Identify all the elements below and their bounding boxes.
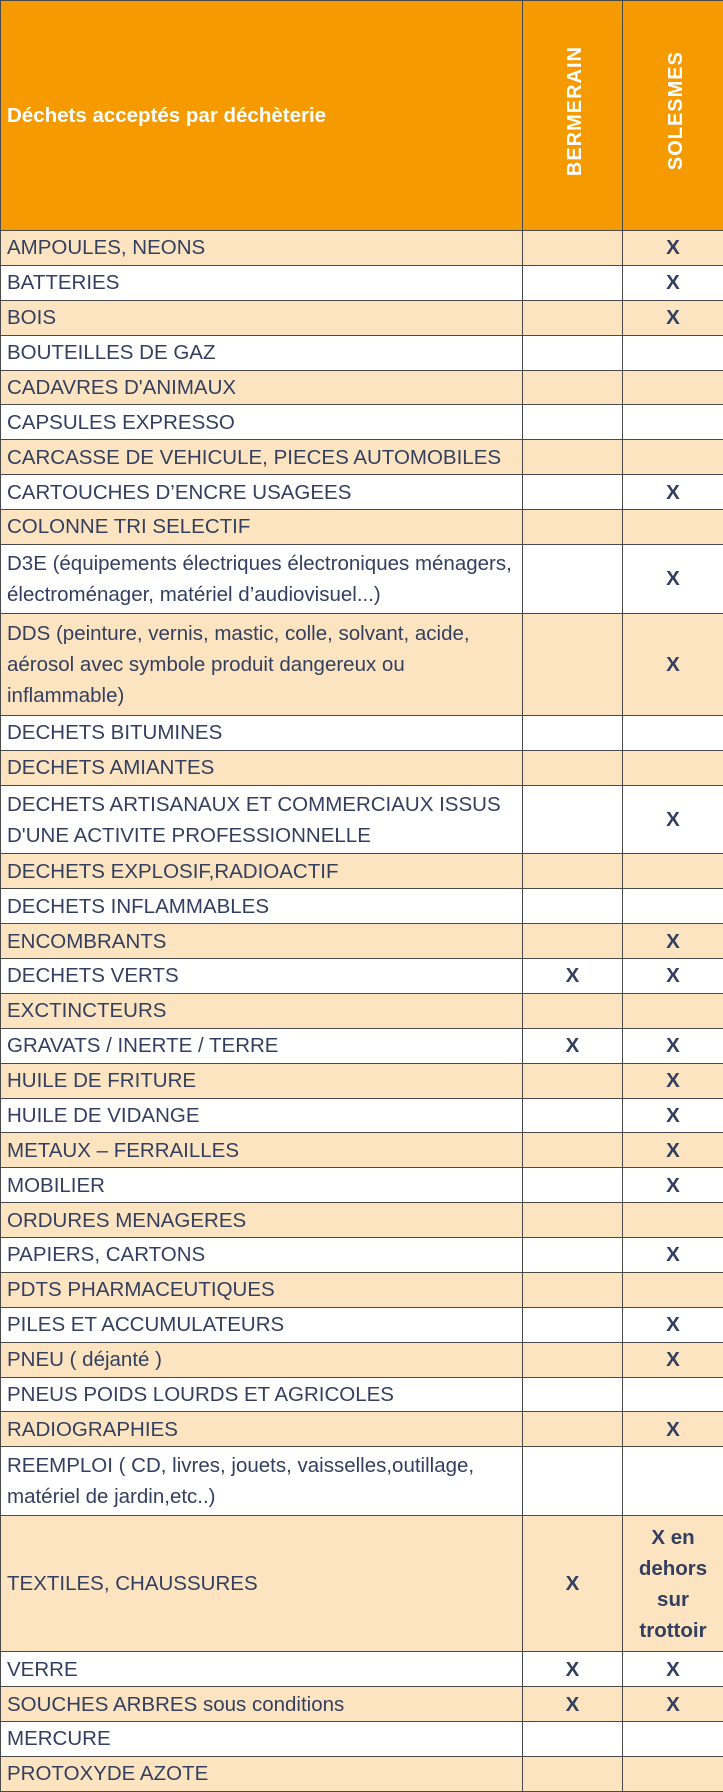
bermerain-cell [523,1133,623,1168]
waste-type-cell: DECHETS BITUMINES [1,716,523,751]
bermerain-cell: X [523,1687,623,1722]
solesmes-cell [623,993,723,1028]
waste-type-cell: BOIS [1,300,523,335]
bermerain-cell [523,440,623,475]
waste-type-cell: VERRE [1,1652,523,1687]
solesmes-cell: X [623,785,723,854]
table-row [1,1272,723,1307]
waste-type-cell: EXCTINCTEURS [1,993,523,1028]
bermerain-cell [523,1203,623,1238]
table-row [1,544,723,613]
table-row [1,924,723,959]
solesmes-cell [623,889,723,924]
bermerain-cell [523,1377,623,1412]
table-row [1,1687,723,1722]
table-row [1,1203,723,1238]
table-row [1,854,723,889]
solesmes-cell: X [623,1238,723,1273]
solesmes-cell: X [623,1063,723,1098]
waste-type-cell: ENCOMBRANTS [1,924,523,959]
header-bermerain [523,1,623,231]
waste-type-cell: DECHETS EXPLOSIF,RADIOACTIF [1,854,523,889]
table-row [1,1098,723,1133]
waste-type-cell: DECHETS AMIANTES [1,750,523,785]
solesmes-cell: X [623,1687,723,1722]
solesmes-cell [623,335,723,370]
solesmes-cell: X [623,1307,723,1342]
table-row [1,1412,723,1447]
bermerain-cell [523,716,623,751]
waste-type-cell: TEXTILES, CHAUSSURES [1,1515,523,1651]
waste-type-cell: DDS (peinture, vernis, mastic, colle, solvant, acide, aérosol avec symbole produit dangereux ou inflammable) [1,613,523,715]
table-row [1,265,723,300]
solesmes-cell: X [623,959,723,994]
waste-type-cell: MERCURE [1,1721,523,1756]
waste-type-cell: PROTOXYDE AZOTE [1,1756,523,1791]
waste-type-cell: DECHETS VERTS [1,959,523,994]
waste-type-cell: AMPOULES, NEONS [1,231,523,266]
bermerain-cell [523,889,623,924]
waste-type-cell: GRAVATS / INERTE / TERRE [1,1028,523,1063]
bermerain-cell [523,785,623,854]
solesmes-cell: X [623,924,723,959]
table-body [1,231,723,1792]
solesmes-cell [623,854,723,889]
bermerain-cell [523,1721,623,1756]
waste-type-cell: CARCASSE DE VEHICULE, PIECES AUTOMOBILES [1,440,523,475]
solesmes-cell: X [623,544,723,613]
table-row [1,1168,723,1203]
solesmes-cell [623,1756,723,1791]
bermerain-cell [523,854,623,889]
solesmes-cell [623,405,723,440]
table-row [1,440,723,475]
bermerain-cell [523,370,623,405]
bermerain-cell [523,231,623,266]
table-row [1,750,723,785]
solesmes-cell: X [623,1028,723,1063]
table-row [1,1307,723,1342]
waste-type-cell: REEMPLOI ( CD, livres, jouets, vaisselles,outillage, matériel de jardin,etc..) [1,1447,523,1516]
solesmes-cell: X [623,300,723,335]
solesmes-cell [623,716,723,751]
table-row [1,231,723,266]
bermerain-cell [523,544,623,613]
waste-type-cell: CAPSULES EXPRESSO [1,405,523,440]
table-row [1,1028,723,1063]
solesmes-cell [623,1721,723,1756]
bermerain-cell [523,750,623,785]
table-row [1,1133,723,1168]
solesmes-cell: X [623,475,723,510]
solesmes-cell [623,1377,723,1412]
solesmes-cell [623,1272,723,1307]
bermerain-cell [523,1412,623,1447]
header-row [1,1,723,231]
waste-type-cell: HUILE DE VIDANGE [1,1098,523,1133]
table-row [1,1652,723,1687]
bermerain-cell [523,1447,623,1516]
header-bermerain-label: BERMERAIN [564,45,586,177]
solesmes-cell: X [623,1168,723,1203]
solesmes-cell: X [623,1133,723,1168]
waste-type-cell: PNEU ( déjanté ) [1,1342,523,1377]
table-row [1,993,723,1028]
waste-type-cell: PILES ET ACCUMULATEURS [1,1307,523,1342]
bermerain-cell [523,475,623,510]
table-row [1,1377,723,1412]
solesmes-cell: X [623,265,723,300]
bermerain-cell: X [523,959,623,994]
header-title: Déchets acceptés par déchèterie [1,1,523,231]
bermerain-cell [523,265,623,300]
waste-type-cell: COLONNE TRI SELECTIF [1,510,523,545]
bermerain-cell: X [523,1515,623,1651]
waste-type-cell: MOBILIER [1,1168,523,1203]
bermerain-cell [523,1063,623,1098]
waste-type-cell: PDTS PHARMACEUTIQUES [1,1272,523,1307]
waste-type-cell: BOUTEILLES DE GAZ [1,335,523,370]
waste-type-cell: RADIOGRAPHIES [1,1412,523,1447]
waste-type-cell: ORDURES MENAGERES [1,1203,523,1238]
table-row [1,335,723,370]
solesmes-cell: X [623,1652,723,1687]
waste-type-cell: CADAVRES D'ANIMAUX [1,370,523,405]
table-row [1,1342,723,1377]
solesmes-cell [623,1203,723,1238]
waste-type-cell: PNEUS POIDS LOURDS ET AGRICOLES [1,1377,523,1412]
bermerain-cell [523,1307,623,1342]
table-header [1,1,723,231]
waste-type-cell: BATTERIES [1,265,523,300]
solesmes-cell [623,370,723,405]
table-row [1,959,723,994]
solesmes-cell [623,510,723,545]
solesmes-cell: X [623,613,723,715]
bermerain-cell [523,993,623,1028]
table-row [1,1238,723,1273]
bermerain-cell [523,1168,623,1203]
header-solesmes [623,1,723,231]
solesmes-cell: X [623,1412,723,1447]
waste-type-cell: HUILE DE FRITURE [1,1063,523,1098]
bermerain-cell [523,510,623,545]
table-row [1,475,723,510]
waste-type-cell: METAUX – FERRAILLES [1,1133,523,1168]
bermerain-cell [523,1342,623,1377]
bermerain-cell [523,300,623,335]
bermerain-cell [523,405,623,440]
bermerain-cell [523,1098,623,1133]
solesmes-cell: X en dehors sur trottoir [623,1515,723,1651]
waste-type-cell: DECHETS ARTISANAUX ET COMMERCIAUX ISSUS D'UNE ACTIVITE PROFESSIONNELLE [1,785,523,854]
bermerain-cell: X [523,1652,623,1687]
table-row [1,1447,723,1516]
table-row [1,1756,723,1791]
table-row [1,1515,723,1651]
bermerain-cell [523,613,623,715]
table-row [1,1721,723,1756]
solesmes-cell [623,1447,723,1516]
table-row [1,370,723,405]
table-row [1,785,723,854]
solesmes-cell: X [623,231,723,266]
table-row [1,510,723,545]
table-row [1,889,723,924]
header-solesmes-label: SOLESMES [664,51,687,171]
waste-type-cell: DECHETS INFLAMMABLES [1,889,523,924]
table-row [1,405,723,440]
table-row [1,613,723,715]
table-row [1,1063,723,1098]
bermerain-cell [523,335,623,370]
bermerain-cell [523,1238,623,1273]
bermerain-cell [523,1756,623,1791]
bermerain-cell: X [523,1028,623,1063]
table-row [1,716,723,751]
bermerain-cell [523,924,623,959]
solesmes-cell [623,440,723,475]
waste-type-cell: CARTOUCHES D’ENCRE USAGEES [1,475,523,510]
solesmes-cell: X [623,1342,723,1377]
waste-type-cell: D3E (équipements électriques électroniques ménagers, électroménager, matériel d’audiovisuel...) [1,544,523,613]
table-row [1,300,723,335]
waste-type-cell: PAPIERS, CARTONS [1,1238,523,1273]
solesmes-cell [623,750,723,785]
bermerain-cell [523,1272,623,1307]
solesmes-cell: X [623,1098,723,1133]
waste-type-cell: SOUCHES ARBRES sous conditions [1,1687,523,1722]
